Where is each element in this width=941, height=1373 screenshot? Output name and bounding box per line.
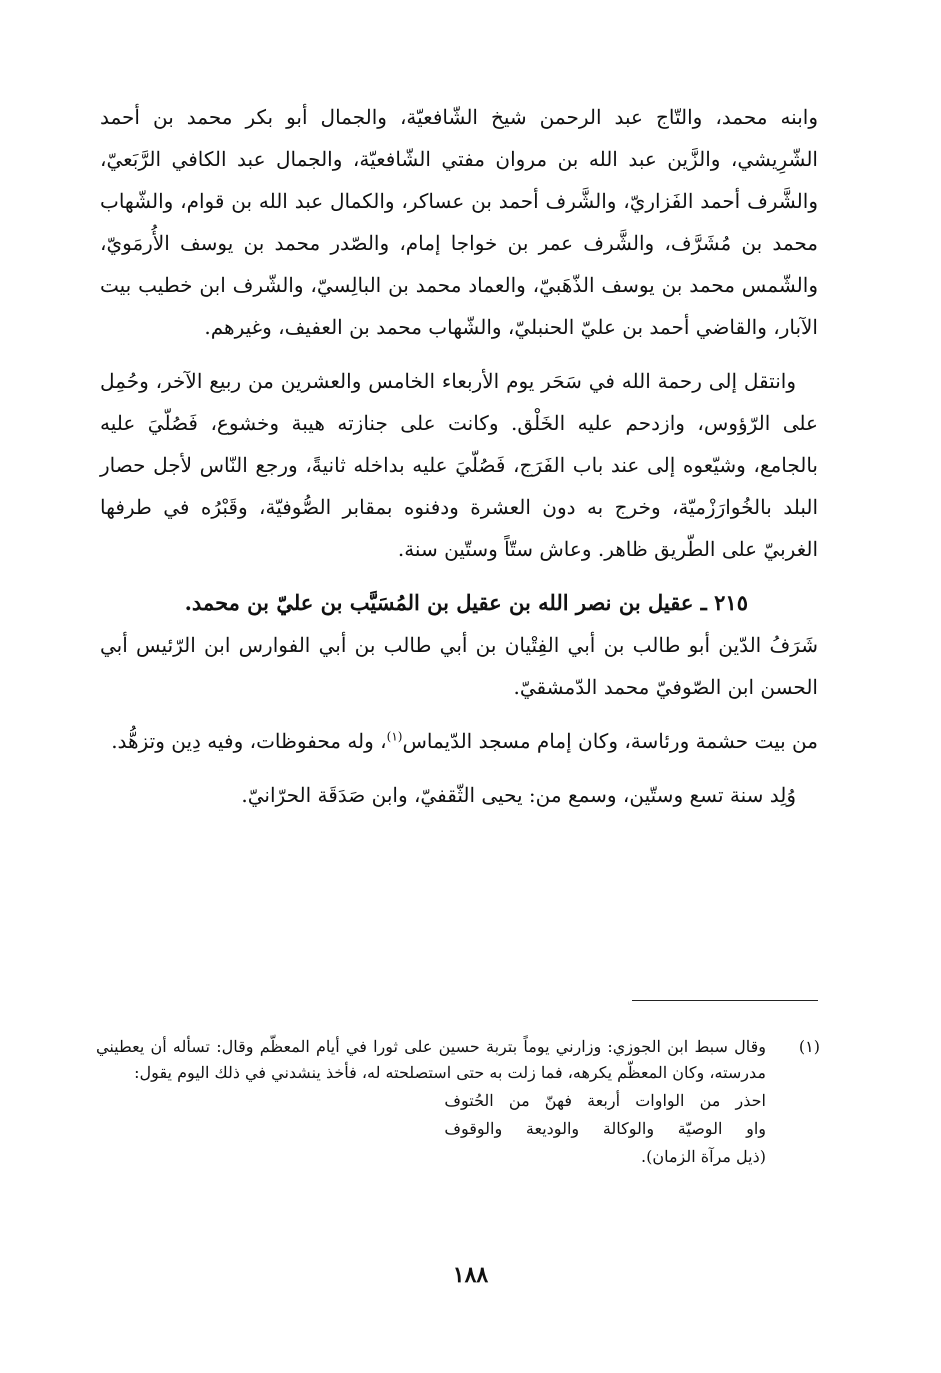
page-number: ١٨٨ bbox=[452, 1262, 489, 1288]
verse-line-2-text: واو الوصيّة والوكالة والوديعة والوقوف bbox=[444, 1119, 766, 1138]
footnote-ref[interactable]: (١) bbox=[386, 729, 403, 744]
paragraph-death: وانتقل إلى رحمة الله في سَحَر يوم الأربعاء الخامس والعشرين من ربيع الآخر، وحُمِل على الرّؤوس، وازدحم عليه الخَلْق. وكانت على جنازته هيبة وخشوع، فَصُلّيَ عليه بالجامع، وشيّعوه إلى عند باب الفَرَج، فَصُلّيَ عليه بداخله ثانيةً، ورجع النّاس لأجل حصار البلد بالخُوارَزْميّة، وخرج به دون العشرة ودفنوه بمقابر الصُّوفيّة، وقَبْرُه في طرفها الغربيّ على الطّريق ظاهر. وعاش ستّاً وستّين سنة. bbox=[100, 369, 818, 561]
family-text: من بيت حشمة ورئاسة، وكان إمام مسجد الدّيماس bbox=[402, 729, 818, 753]
footnote-number: (١) bbox=[798, 1037, 820, 1056]
entry-heading-215: ٢١٥ ـ عقيل بن نصر الله بن عقيل بن المُسَيَّب بن عليّ بن محمد. bbox=[184, 590, 748, 615]
paragraph-family bbox=[100, 720, 818, 762]
footnote-source: (ذيل مرآة الزمان). bbox=[640, 1147, 766, 1166]
footnote-body: وقال سبط ابن الجوزي: وزارني يوماً بتربة حسين على ثورا في أيام المعظّم وقال: تسأله أن يعطيني مدرسته، وكان المعظّم يكرهه، فما زلت به حتى استصلحته له، فأخذ ينشدني في ذلك اليوم يقول: bbox=[96, 1037, 766, 1082]
footnote-divider bbox=[632, 1000, 818, 1001]
paragraph-birth: وُلِد سنة تسع وستّين، وسمع من: يحيى الثّقفيّ، وابن صَدَقَة الحرّانيّ. bbox=[241, 783, 796, 807]
footnotes bbox=[96, 1034, 820, 1170]
paragraph-lineage: شَرَفُ الدّين أبو طالب بن أبي الفِتْيان بن أبي طالب بن أبي الفوارس ابن الرّئيس أبي الحسن ابن الصّوفيّ محمد الدّمشقيّ. bbox=[100, 633, 818, 699]
verse-line-1-text: احذر من الواوات أربعة فهنّ من الحُتوف bbox=[444, 1091, 766, 1110]
family-text-end: ، وله محفوظات، وفيه دِين وتزهُّد. bbox=[111, 729, 387, 753]
paragraph-students: وابنه محمد، والتّاج عبد الرحمن شيخ الشّافعيّة، والجمال أبو بكر محمد بن أحمد الشّرِيشي، والزَّين عبد الله بن مروان مفتي الشّافعيّة، والجمال عبد الكافي الرَّبَعيّ، والشَّرف أحمد الفَزاريّ، والشَّرف أحمد بن عساكر، والكمال عبد الله بن قوام، والشّهاب محمد بن مُشَرَّف، والشَّرف عمر بن خواجا إمام، والصّدر محمد بن يوسف الأُرمَويّ، والشّمس محمد بن يوسف الذّهَبيّ، والعماد محمد بن البالِسيّ، والشّرف ابن خطيب بيت الآبار، والقاضي أحمد بن عليّ الحنبليّ، والشّهاب محمد بن العفيف، وغيرهم. bbox=[100, 105, 818, 339]
footnote-text bbox=[96, 1034, 766, 1170]
verse-line-1 bbox=[96, 1088, 766, 1114]
page-body bbox=[100, 96, 818, 828]
verse-line-2 bbox=[96, 1116, 766, 1142]
footnote-1 bbox=[96, 1034, 820, 1170]
